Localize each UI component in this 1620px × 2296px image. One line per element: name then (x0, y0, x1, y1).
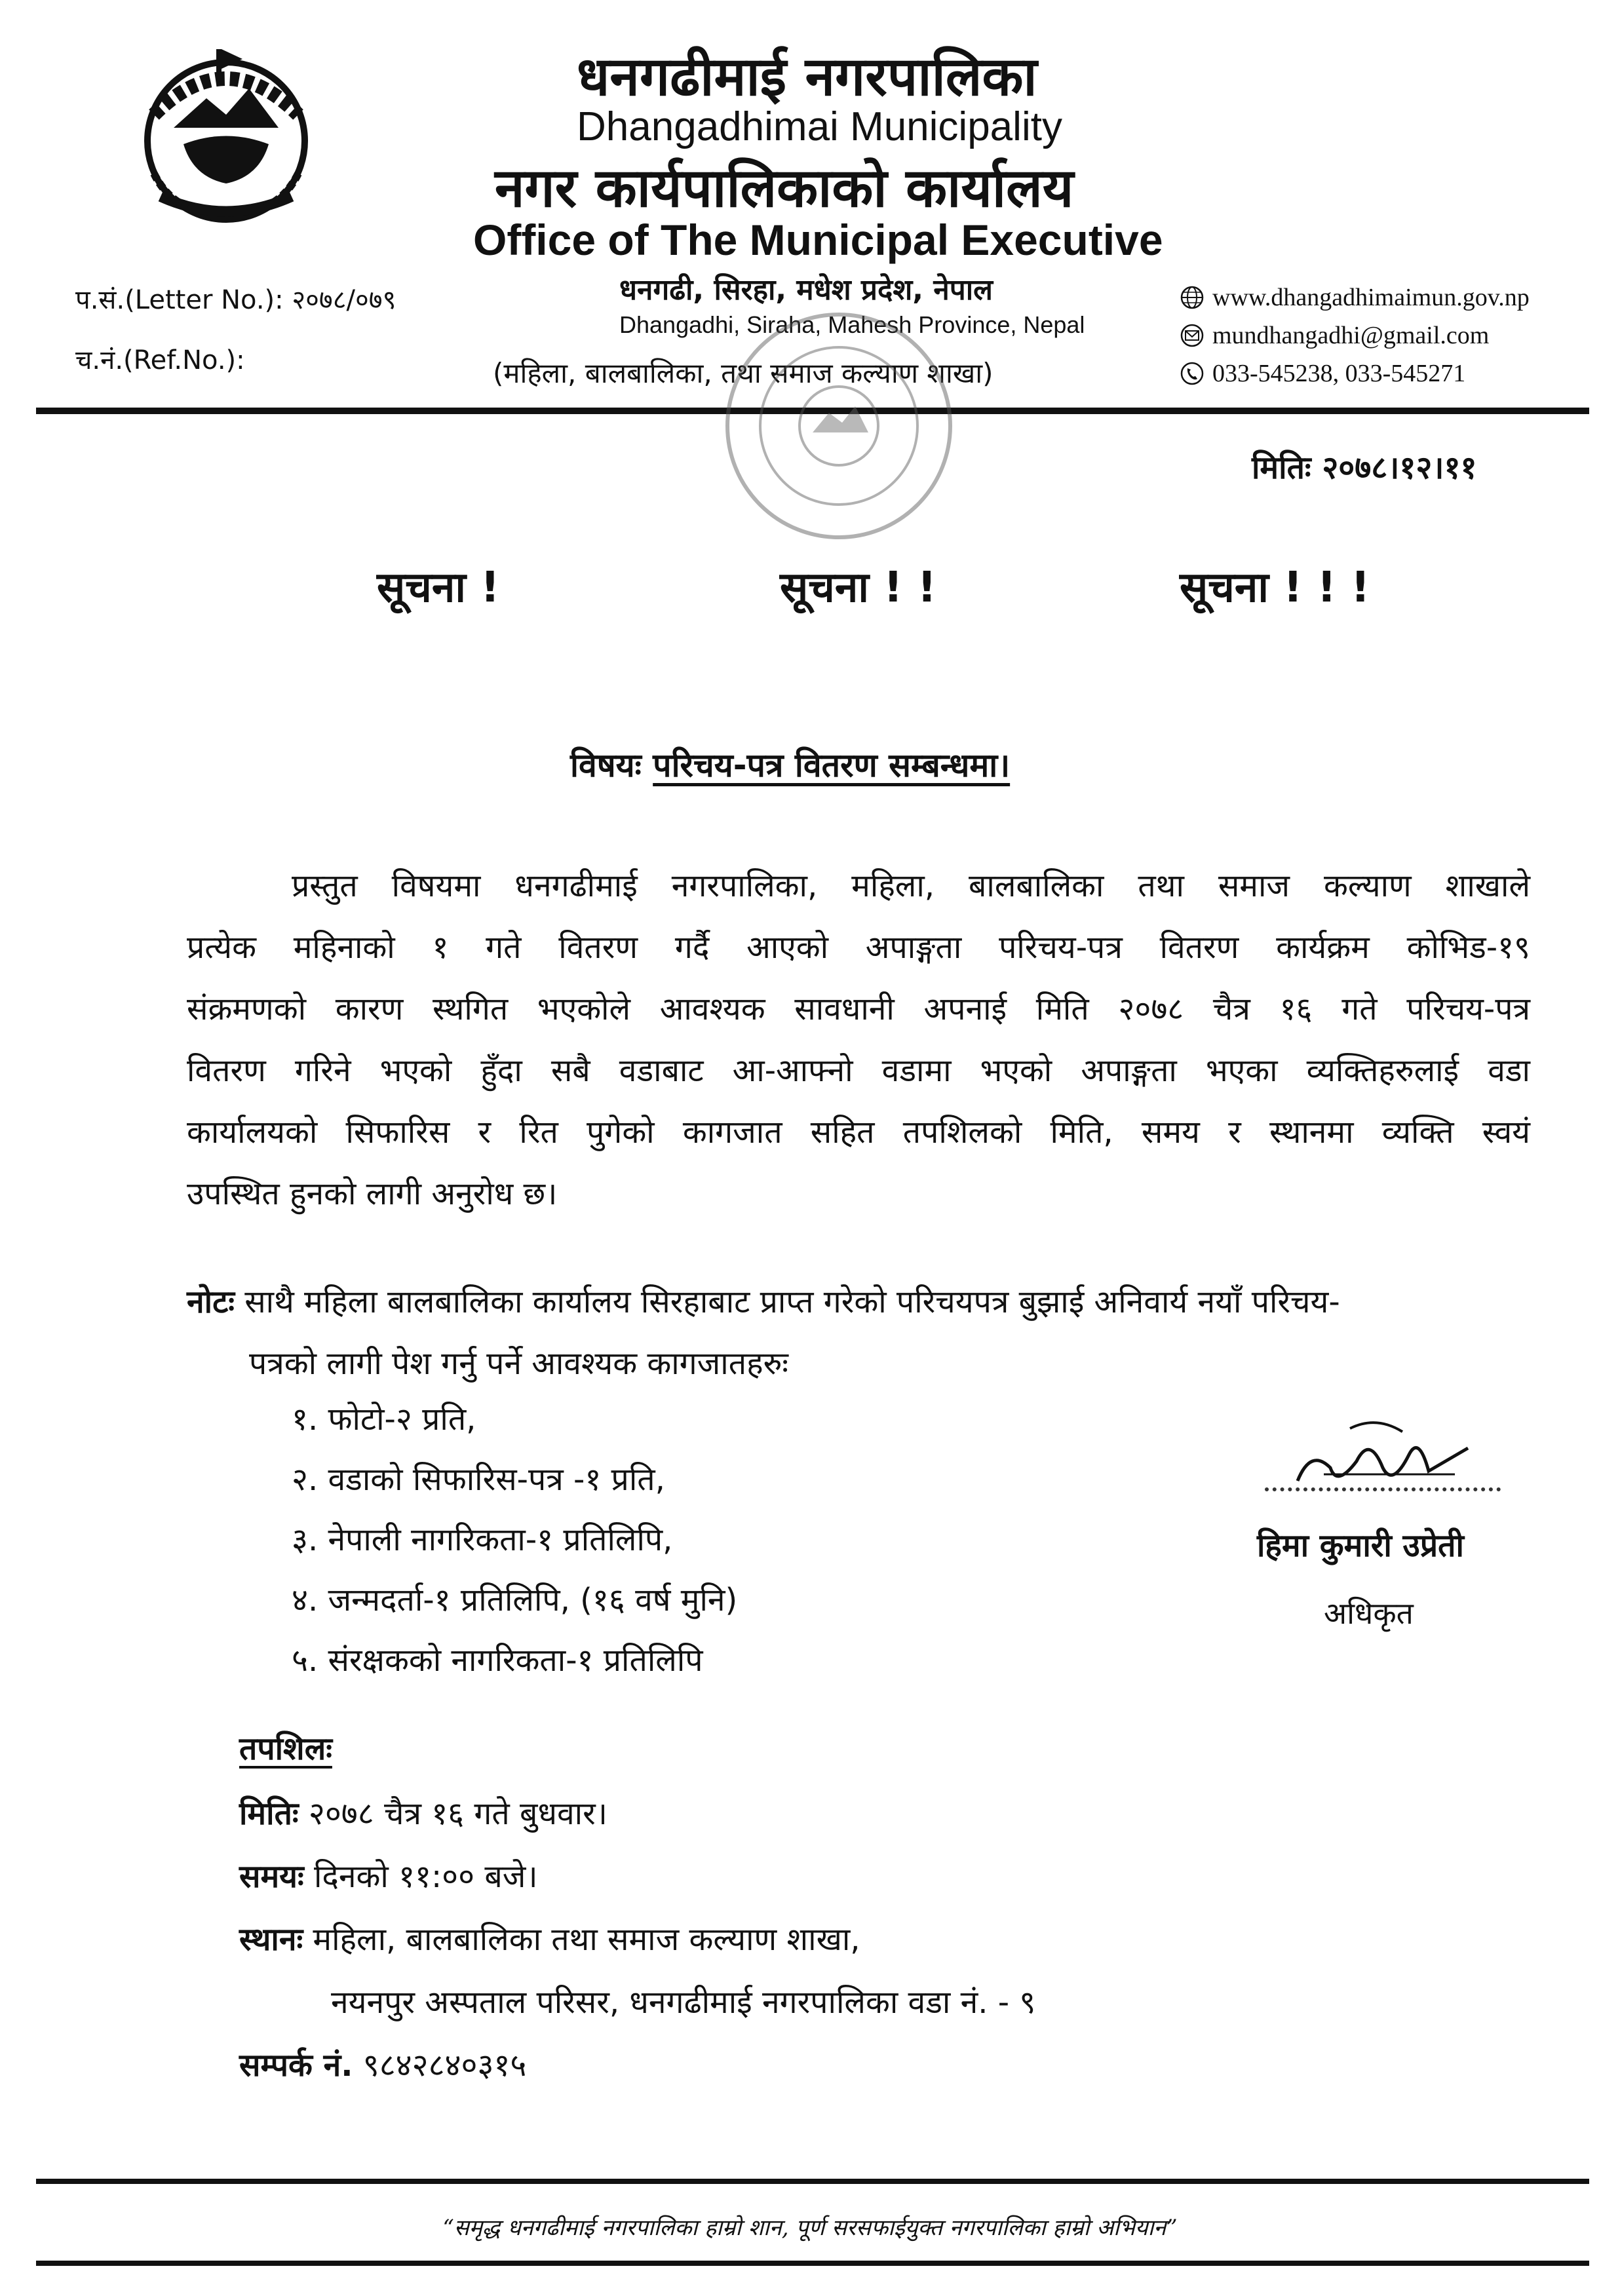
reference-number-label: च.नं.(Ref.No.): (75, 345, 245, 375)
notice-heading-3: सूचना ! ! ! (1180, 564, 1370, 612)
office-name-en: Office of The Municipal Executive (473, 216, 1163, 264)
letter-date: मितिः २०७८।१२।११ (1252, 450, 1477, 486)
schedule-place-line-2: नयनपुर अस्पताल परिसर, धनगढीमाई नगरपालिका वडा नं. - ९ (331, 1984, 1036, 2021)
list-item: ३. नेपाली नागरिकता-१ प्रतिलिपि, (292, 1521, 673, 1558)
phone-contact (1180, 359, 1465, 388)
list-item: ४. जन्मदर्ता-१ प्रतिलिपि, (१६ वर्ष मुनि) (292, 1582, 738, 1618)
note-line-2: पत्रको लागी पेश गर्नु पर्ने आवश्यक कागजातहरुः (249, 1345, 788, 1382)
schedule-contact-label: सम्पर्क नं. (239, 2047, 353, 2084)
body-line: संक्रमणको कारण स्थगित भएकोले आवश्यक सावधानी अपनाई मिति २०७८ चैत्र १६ गते परिचय-पत्र (187, 991, 1530, 1027)
body-line: वितरण गरिने भएको हुँदा सबै वडाबाट आ-आफ्नो वडामा भएको अपाङ्गता भएका व्यक्तिहरुलाई वडा (187, 1052, 1530, 1089)
website-link[interactable]: www.dhangadhimaimun.gov.np (1212, 284, 1530, 311)
signature-line (1265, 1487, 1501, 1491)
phone-icon (1180, 361, 1205, 386)
mail-icon (1180, 323, 1205, 348)
handwritten-signature (1284, 1409, 1481, 1514)
note-section (187, 1271, 1530, 1394)
nepal-emblem-logo (128, 36, 324, 236)
subject-text: परिचय-पत्र वितरण सम्बन्धमा। (653, 746, 1011, 784)
branch-name: (महिला, बालबालिका, तथा समाज कल्याण शाखा) (493, 357, 993, 389)
office-seal-stamp (714, 301, 963, 550)
letter-number-value: २०७८/०७९ (292, 285, 396, 315)
list-item: २. वडाको सिफारिस-पत्र -१ प्रति, (292, 1461, 665, 1498)
list-item: १. फोटो-२ प्रति, (292, 1401, 476, 1438)
municipality-name-en: Dhangadhimai Municipality (577, 104, 1062, 149)
schedule-date (239, 1782, 1035, 1845)
globe-icon (1180, 285, 1205, 310)
list-item: ५. संरक्षकको नागरिकता-१ प्रतिलिपि (292, 1642, 703, 1679)
schedule-time-label: समयः (239, 1858, 304, 1895)
footer-divider-top (36, 2179, 1589, 2184)
required-documents-list (292, 1389, 737, 1691)
letter-number-label: प.सं.(Letter No.): (75, 285, 292, 315)
footer-motto: “समृद्ध धनगढीमाई नगरपालिका हाम्रो शान, पूर्ण सरसफाईयुक्त नगरपालिका हाम्रो अभियान” (442, 2215, 1178, 2241)
body-line: प्रस्तुत विषयमा धनगढीमाई नगरपालिका, महिला, बालबालिका तथा समाज कल्याण शाखाले (292, 868, 1530, 904)
schedule-place-label: स्थानः (239, 1921, 303, 1958)
body-paragraph (187, 855, 1530, 1225)
letter-number (75, 280, 396, 316)
schedule-time (239, 1845, 1035, 1908)
notice-heading-1: सूचना ! (377, 564, 500, 612)
schedule-contact-value: ९८४२८४०३१५ (353, 2047, 527, 2084)
note-label: नोटः (187, 1284, 235, 1320)
website-contact (1180, 283, 1530, 312)
schedule-date-value: २०७८ चैत्र १६ गते बुधवार। (298, 1795, 608, 1832)
subject-label: विषयः (570, 746, 653, 784)
municipality-name-np: धनगढीमाई नगरपालिका (577, 46, 1037, 108)
footer-divider-bottom (36, 2261, 1589, 2266)
schedule-contact (239, 2034, 1035, 2097)
address-np: धनगढी, सिरहा, मधेश प्रदेश, नेपाल (619, 273, 993, 307)
office-name-np: नगर कार्यपालिकाको कार्यालय (495, 157, 1074, 220)
email-contact (1180, 321, 1489, 350)
schedule-place-value: महिला, बालबालिका तथा समाज कल्याण शाखा, (303, 1921, 860, 1958)
body-line: प्रत्येक महिनाको १ गते वितरण गर्दै आएको अपाङ्गता परिचय-पत्र वितरण कार्यक्रम कोभिड-१९ (187, 929, 1530, 966)
signatory-name: हिमा कुमारी उप्रेती (1257, 1527, 1464, 1564)
schedule-details (239, 1782, 1035, 2097)
body-line: उपस्थित हुनको लागी अनुरोध छ। (187, 1176, 558, 1212)
body-line: कार्यालयको सिफारिस र रित पुगेको कागजात सहित तपशिलको मिति, समय र स्थानमा व्यक्ति स्वयं (187, 1114, 1530, 1151)
note-line-1: साथै महिला बालबालिका कार्यालय सिरहाबाट प्राप्त गरेको परिचयपत्र बुझाई अनिवार्य नयाँ परिचय- (234, 1284, 1340, 1320)
subject-line (570, 742, 1010, 786)
schedule-date-label: मितिः (239, 1795, 299, 1832)
email-link[interactable]: mundhangadhi@gmail.com (1212, 322, 1490, 349)
notice-heading-2: सूचना ! ! (780, 564, 936, 612)
schedule-time-value: दिनको ११:०० बजे। (303, 1858, 538, 1895)
address-en: Dhangadhi, Siraha, Mahesh Province, Nepal (619, 311, 1085, 338)
schedule-place (239, 1908, 1035, 1971)
schedule-heading: तपशिलः (239, 1731, 332, 1767)
signatory-title: अधिकृत (1324, 1596, 1414, 1631)
phone-numbers: 033-545238, 033-545271 (1212, 360, 1466, 387)
